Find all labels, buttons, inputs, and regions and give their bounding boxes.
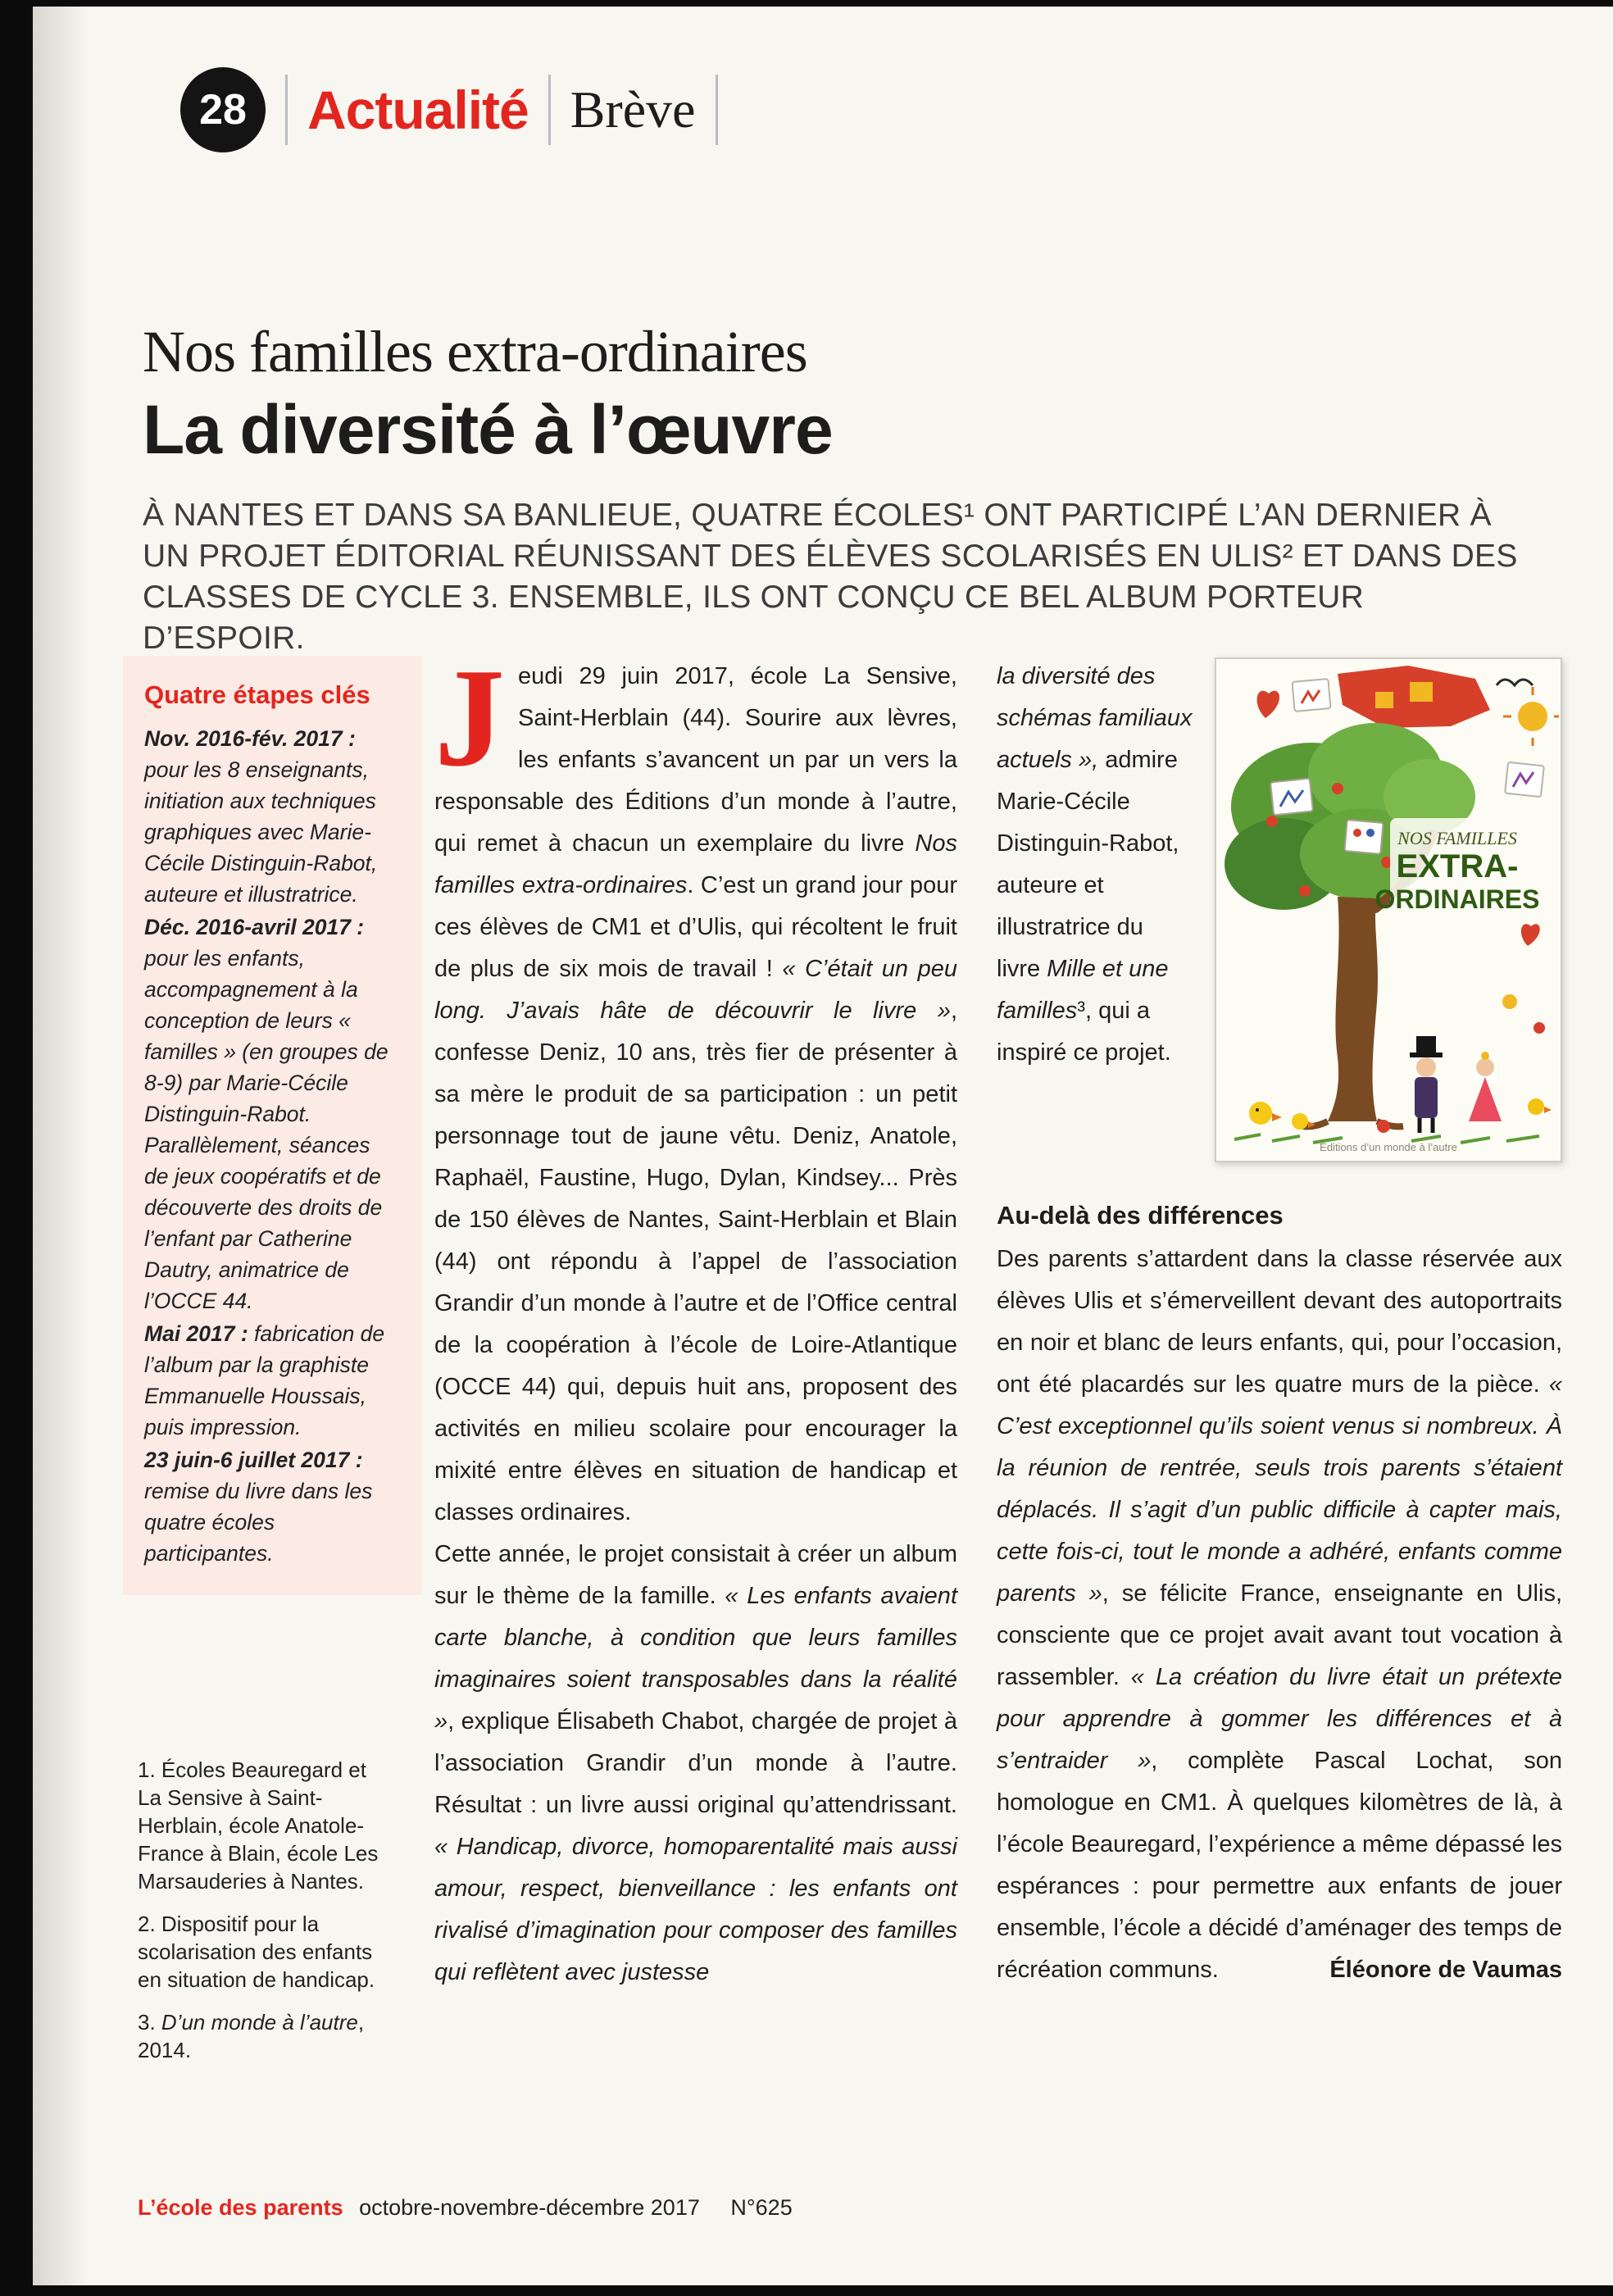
divider-bar <box>548 75 551 145</box>
article-lede: À NANTES ET DANS SA BANLIEUE, QUATRE ÉCOLES¹ ONT PARTICIPÉ L’AN DERNIER À UN PROJET ÉDITORIAL RÉUNISSANT DES ÉLÈVES SCOLARISÉS EN ULIS² ET DANS DES CLASSES DE CYCLE 3. ENSEMBLE, ILS ONT CONÇU CE BEL ALBUM PORTEUR D’ESPOIR. <box>143 497 1518 656</box>
footnote: 2. Dispositif pour la scolarisation des enfants en situation de handicap. <box>138 1912 375 1992</box>
scan-edge-left <box>0 0 33 2296</box>
article-column-right <box>997 656 1562 1991</box>
scan-edge-top <box>0 0 1613 7</box>
key-step: Déc. 2016-avril 2017 : pour les enfants, accompagnement à la conception de leurs « familles » (en groupes de 8-9) par Marie-Cécile Distinguin-Rabot. Parallèlement, séances de jeux coopératifs et de découverte des droits de l’enfant par Catherine Dautry, animatrice de l’OCCE 44. <box>144 915 388 1313</box>
key-step: 23 juin-6 juillet 2017 : remise du livre dans les quatre écoles participantes. <box>144 1448 373 1566</box>
key-steps-title: Quatre étapes clés <box>144 680 370 709</box>
byline: Éléonore de Vaumas <box>1329 1957 1562 1984</box>
article-paragraph: la diversité des schémas familiaux actuels », admire Marie-Cécile Distinguin-Rabot, auteure et illustratrice du livre Mille et une familles³, qui a inspiré ce projet. <box>997 663 1193 1066</box>
scan-page-curl-shadow <box>33 0 90 2296</box>
article-title: La diversité à l’œuvre <box>143 390 833 468</box>
book-cover-illustration <box>1215 657 1562 1162</box>
key-step: Mai 2017 : fabrication de l’album par la graphiste Emmanuelle Houssais, puis impression. <box>144 1321 385 1439</box>
cover-title-extra: EXTRA- <box>1396 848 1519 884</box>
article-subhead: Au-delà des différences <box>997 1201 1284 1230</box>
book-cover-photo <box>1215 657 1562 1162</box>
paragraph-text: eudi 29 juin 2017, école La Sensive, Saint-Herblain (44). Sourire aux lèvres, les enfants s’avancent un par un vers la responsable des Éditions d’un monde à l’autre, qui remet à chacun un exemplaire du livre Nos familles extra-ordinaires. C’est un grand jour pour ces élèves de CM1 et d’Ulis, qui récoltent le fruit de plus de six mois de travail ! « C’était un peu long. J’avais hâte de découvrir le livre », confesse Deniz, 10 ans, très fier de présenter à sa mère le produit de sa participation : un petit personnage tout de jaune vêtu. Deniz, Anatole, Raphaël, Faustine, Hugo, Dylan, Kindsey... Près de 150 élèves de Nantes, Saint-Herblain et Blain (44) ont répondu à l’appel de l’association Grandir d’un monde à l’autre et de l’Office central de la coopération à l’école de Loire-Atlantique (OCCE 44) qui, depuis huit ans, proposent des activités en milieu scolaire pour encourager la mixité entre élèves en situation de handicap et classes ordinaires. <box>434 663 958 1525</box>
section-label: Actualité <box>307 80 529 140</box>
page-number-badge <box>180 67 266 152</box>
article-paragraph: Cette année, le projet consistait à créer un album sur le thème de la famille. « Les enfants avaient carte blanche, à condition que leurs familles imaginaires soient transposables dans la réalité », explique Élisabeth Chabot, chargée de projet à l’association Grandir d’un monde à l’autre. Résultat : un livre aussi original qu’attendrissant. « Handicap, divorce, homoparentalité mais aussi amour, respect, bienveillance : les enfants ont rivalisé d’imagination pour composer des familles qui reflètent avec justesse <box>434 1541 957 1985</box>
headline-block <box>143 321 1541 659</box>
article-paragraph: Des parents s’attardent dans la classe réservée aux élèves Ulis et s’émerveillent devant des autoportraits en noir et blanc de leurs enfants, qui, pour l’occasion, ont été placardés sur les quatre murs de la pièce. « C’est exceptionnel qu’ils soient venus si nombreux. À la réunion de rentrée, seuls trois parents s’étaient déplacés. Il s’agit d’un public difficile à capter mais, cette fois-ci, tout le monde a adhéré, enfants comme parents », se félicite France, enseignante en Ulis, consciente que ce projet avait avant tout vocation à rassembler. « La création du livre était un prétexte pour apprendre à gommer les différences et à s’entraider », complète Pascal Lochat, son homologue en CM1. À quelques kilomètres de là, à l’école Beauregard, l’expérience a même dépassé les espérances : pour permettre aux enfants de jouer ensemble, l’école a décidé d’aménager des temps de récréation communs. <box>997 1246 1562 1984</box>
masthead <box>180 67 718 152</box>
scan-edge-bottom <box>0 2285 1613 2296</box>
divider-bar <box>285 75 288 145</box>
drop-cap: J <box>434 640 505 796</box>
page-number: 28 <box>199 86 247 134</box>
footnote: 1. Écoles Beauregard et La Sensive à Saint-Herblain, école Anatole-France à Blain, école Les Marsauderies à Nantes. <box>138 1757 379 1894</box>
key-steps-box <box>123 656 421 1595</box>
magazine-name: L’école des parents <box>138 2195 343 2220</box>
article-paragraph <box>434 640 958 1534</box>
cover-publisher: Éditions d’un monde à l’autre <box>1320 1141 1457 1153</box>
article-column-middle <box>434 640 958 1994</box>
rubric-label: Brève <box>570 80 696 139</box>
footnotes <box>138 1756 385 2079</box>
article-kicker: Nos familles extra-ordinaires <box>143 319 807 384</box>
issue-number: N°625 <box>730 2195 793 2220</box>
page-footer <box>138 2195 793 2221</box>
cover-title-ordinaires: ORDINAIRES <box>1374 884 1540 914</box>
issue-date: octobre-novembre-décembre 2017 <box>359 2195 700 2220</box>
cover-title-block <box>1375 818 1540 920</box>
key-step: Nov. 2016-fév. 2017 : pour les 8 enseignants, initiation aux techniques graphiques avec Marie-Cécile Distinguin-Rabot, auteure et illustratrice. <box>144 726 378 907</box>
divider-bar <box>716 75 718 145</box>
cover-title-small: NOS FAMILLES <box>1397 828 1517 848</box>
footnote: 3. D’un monde à l’autre, 2014. <box>138 2010 365 2062</box>
